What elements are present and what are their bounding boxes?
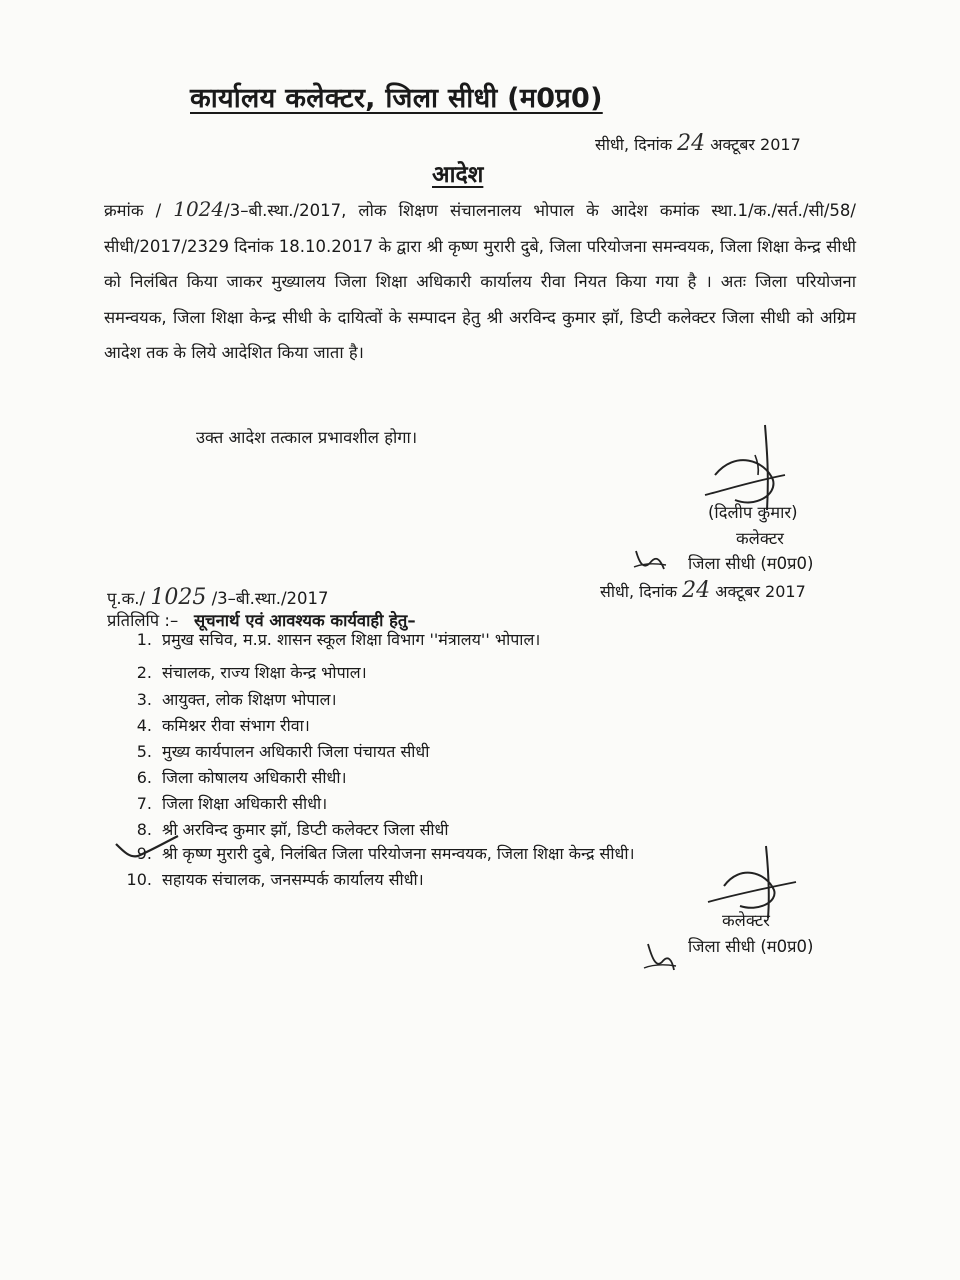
effective-line: उक्त आदेश तत्काल प्रभावशील होगा। xyxy=(196,428,418,447)
list-item: 9. श्री कृष्ण मुरारी दुबे, निलंबित जिला परियोजना समन्वयक, जिला शिक्षा केन्द्र सीधी। xyxy=(136,844,635,863)
list-item: 1. प्रमुख सचिव, म.प्र. शासन स्कूल शिक्षा विभाग ''मंत्रालय'' भोपाल। xyxy=(136,630,541,649)
endorsement-prefix: पृ.क./ xyxy=(107,589,146,608)
list-item: 3. आयुक्त, लोक शिक्षण भोपाल। xyxy=(136,690,337,709)
list-item: 7. जिला शिक्षा अधिकारी सीधी। xyxy=(136,794,328,813)
order-body xyxy=(104,192,856,371)
bottom-designation: कलेक्टर xyxy=(722,911,770,930)
date-day-handwritten: 24 xyxy=(677,131,706,156)
check-mark-icon xyxy=(112,832,182,862)
order-number-label: क्रमांक / xyxy=(104,201,162,220)
endorsement-number-line xyxy=(107,585,329,610)
list-item: 8. श्री अरविन्द कुमार झॉ, डिप्टी कलेक्टर जिला सीधी xyxy=(136,820,449,839)
office-title: कार्यालय कलेक्टर, जिला सीधी (म0प्र0) xyxy=(190,83,603,114)
endorsement-date-prefix: सीधी, दिनांक xyxy=(600,582,678,601)
endorsement-number-handwritten: 1025 xyxy=(150,585,207,610)
copy-label: प्रतिलिपि :– xyxy=(107,611,179,630)
list-item: 4. कमिश्नर रीवा संभाग रीवा। xyxy=(136,716,310,735)
endorsement-ref: /3–बी.स्था./2017 xyxy=(211,589,329,608)
bottom-district: जिला सीधी (म0प्र0) xyxy=(688,937,814,956)
bottom-initials-mark xyxy=(640,938,680,978)
signatory-designation: कलेक्टर xyxy=(736,529,784,548)
date-suffix: अक्टूबर 2017 xyxy=(710,135,801,154)
endorsement-date-day: 24 xyxy=(682,578,711,603)
list-item: 10. सहायक संचालक, जनसम्पर्क कार्यालय सीधी। xyxy=(126,870,424,889)
signatory-district: जिला सीधी (म0प्र0) xyxy=(688,554,814,573)
initials-mark xyxy=(630,545,670,575)
order-heading: आदेश xyxy=(432,162,484,188)
list-item: 5. मुख्य कार्यपालन अधिकारी जिला पंचायत सीधी xyxy=(136,742,430,761)
copy-title: सूचनार्थ एवं आवश्यक कार्यवाही हेतु– xyxy=(193,611,416,630)
endorsement-date-suffix: अक्टूबर 2017 xyxy=(715,582,806,601)
top-date xyxy=(595,131,801,156)
order-number-handwritten: 1024 xyxy=(173,197,225,221)
date-prefix: सीधी, दिनांक xyxy=(595,135,673,154)
order-body-text: /3–बी.स्था./2017, लोक शिक्षण संचालनालय भोपाल के आदेश कमांक स्था.1/क./सर्त./सी/58/सीधी/2017/2329 दिनांक 18.10.2017 के द्वारा श्री कृष्ण मुरारी दुबे, जिला परियोजना समन्वयक, जिला शिक्षा केन्द्र सीधी को निलंबित किया जाकर मुख्यालय जिला शिक्षा अधिकारी कार्यालय रीवा नियत किया गया है । अतः जिला परियोजना समन्वयक, जिला शिक्षा केन्द्र सीधी के दायित्वों के सम्पादन हेतु श्री अरविन्द कुमार झॉ, डिप्टी कलेक्टर जिला सीधी को अग्रिम आदेश तक के लिये आदेशित किया जाता है। xyxy=(104,201,856,362)
signatory-name: (दिलीप कुमार) xyxy=(708,503,798,522)
list-item: 6. जिला कोषालय अधिकारी सीधी। xyxy=(136,768,347,787)
endorsement-date xyxy=(600,578,806,603)
list-item: 2. संचालक, राज्य शिक्षा केन्द्र भोपाल। xyxy=(136,663,367,682)
